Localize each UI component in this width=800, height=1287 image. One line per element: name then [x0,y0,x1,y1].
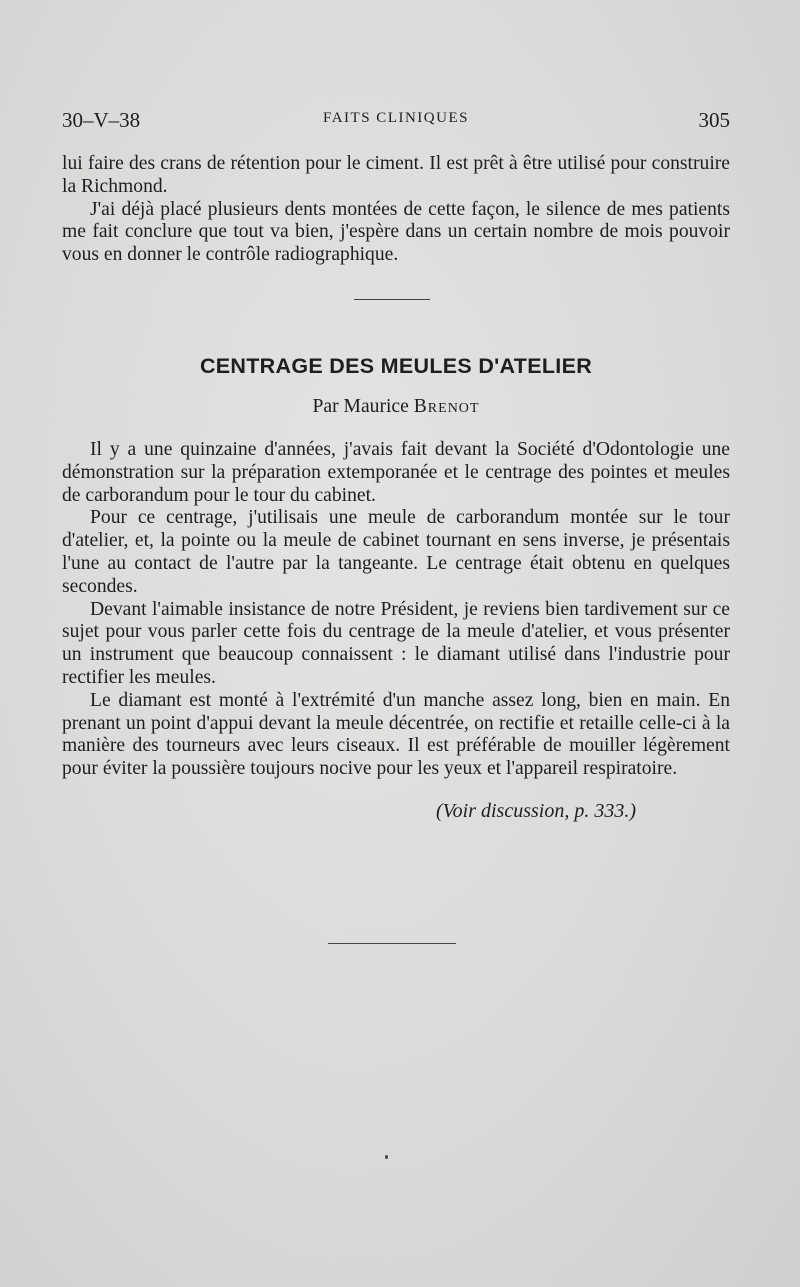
page-number: 305 [698,108,730,132]
paragraph: Il y a une quinzaine d'années, j'avais fait devant la Société d'Odontologie une démonstration sur la préparation extemporanée et le centrage des pointes et meules de carborandum pour le tour du cabinet. [62,439,730,506]
article-byline [62,396,730,418]
paragraph: Devant l'aimable insistance de notre Président, je reviens bien tardivement sur ce sujet pour vous parler cette fois du centrage de la meule d'atelier, et vous présenter un instrument que beaucoup connaissent : le diamant utilisé dans l'industrie pour rectifier les meules. [62,598,730,688]
previous-article-ending [62,153,730,267]
paragraph: Pour ce centrage, j'utilisais une meule de carborandum montée sur le tour d'atelier, et, la pointe ou la meule de cabinet tournant en sens inverse, je présentais l'une au contact de l'autre par la tangeante. Le centrage était obtenu en quelques secondes. [62,507,730,597]
paragraph: Le diamant est monté à l'extrémité d'un manche assez long, bien en main. En prenant un point d'appui devant la meule décentrée, on rectifie et retaille celle-ci à la manière des tourneurs avec leurs ciseaux. Il est préférable de mouiller légèrement pour éviter la poussière toujours nocive pour les yeux et l'appareil respiratoire. [62,689,730,780]
paragraph: lui faire des crans de rétention pour le ciment. Il est prêt à être utilisé pour construire la Richmond. [62,153,730,197]
running-header [62,108,730,136]
article-body [62,439,730,781]
issue-date: 30–V–38 [62,108,141,132]
discussion-reference: (Voir discussion, p. 333.) [436,800,636,822]
section-title: FAITS CLINIQUES [323,110,469,126]
separator-rule [354,299,430,300]
byline-prefix: Par Maurice [312,396,409,417]
ink-speck [385,1155,388,1159]
byline-author-surname: Brenot [413,396,480,417]
paragraph: J'ai déjà placé plusieurs dents montées de cette façon, le silence de mes patients me fait conclure que tout va bien, j'espère dans un certain nombre de mois pouvoir vous en donner le contrôle radiographique. [62,198,730,266]
article-title: CENTRAGE DES MEULES D'ATELIER [199,354,593,378]
end-rule [328,943,456,944]
